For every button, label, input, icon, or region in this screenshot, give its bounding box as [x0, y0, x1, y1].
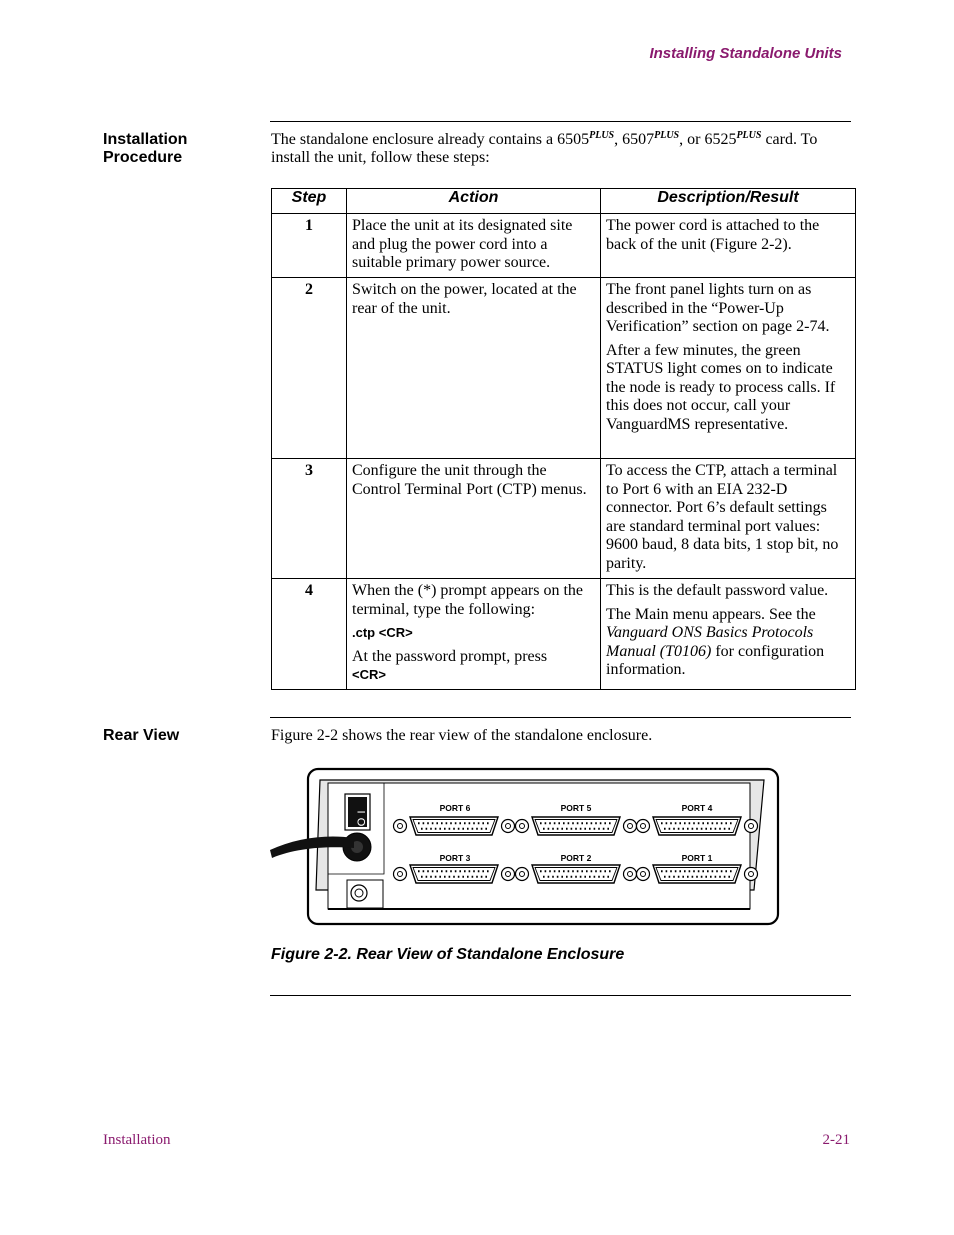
- switch-off-symbol: O: [354, 817, 367, 827]
- port-label: PORT 1: [681, 853, 713, 863]
- rear-panel: [328, 783, 750, 909]
- step-number: 1: [272, 214, 347, 278]
- description-paragraph: This is the default password value.: [606, 582, 829, 599]
- port-label: PORT 5: [560, 803, 592, 813]
- description-text: The Main menu appears. See the: [606, 605, 816, 623]
- installation-steps-table: [271, 188, 856, 690]
- switch-on-symbol: I: [354, 810, 367, 814]
- step-description: [601, 278, 856, 459]
- port-label: PORT 6: [439, 803, 471, 813]
- table-row: [272, 214, 856, 278]
- step-description: [601, 579, 856, 690]
- step-number: 3: [272, 459, 347, 579]
- action-paragraph: At the password prompt, press: [352, 647, 548, 665]
- table-row: [272, 579, 856, 690]
- header-description: Description/Result: [601, 189, 856, 214]
- step-action: [347, 579, 601, 690]
- action-paragraph: When the (*) prompt appears on the terminal, type the following:: [352, 582, 584, 618]
- command-ctp: .ctp <CR>: [352, 625, 413, 640]
- header-step: Step: [272, 189, 347, 214]
- section-heading-installation: [103, 131, 253, 167]
- rear-view-text: Figure 2-2 shows the rear view of the standalone enclosure.: [271, 727, 653, 744]
- port-label: PORT 3: [439, 853, 471, 863]
- plus-superscript-3: PLUS: [736, 130, 762, 141]
- footer-section-name: Installation: [103, 1132, 171, 1148]
- figure-caption: Figure 2-2. Rear View of Standalone Enclosure: [271, 946, 625, 963]
- port-label: PORT 2: [560, 853, 592, 863]
- command-cr: <CR>: [352, 667, 386, 682]
- table-header-row: [272, 189, 856, 214]
- section-divider-bottom: [270, 995, 851, 996]
- intro-part-4: card. To install the unit, follow these steps:: [271, 131, 818, 166]
- manual-title: Vanguard ONS Basics Protocols Manual (T0106): [606, 624, 814, 660]
- section-divider-rear: [270, 717, 851, 718]
- plus-superscript-1: PLUS: [589, 130, 615, 141]
- installation-intro: [271, 131, 856, 167]
- step-description: To access the CTP, attach a terminal to Port 6 with an EIA 232-D connector. Port 6’s default settings are standard terminal port values: 9600 baud, 8 data bits, 1 stop bit, no parity.: [601, 459, 856, 579]
- heading-line-1: Installation: [103, 131, 188, 148]
- step-number: 4: [272, 579, 347, 690]
- heading-line-2: Procedure: [103, 149, 183, 166]
- plus-superscript-2: PLUS: [654, 130, 680, 141]
- description-paragraph: The front panel lights turn on as described in the “Power-Up Verification” section on page 2-74.: [606, 281, 830, 335]
- port-label: PORT 4: [681, 803, 713, 813]
- footer-page-number: 2-21: [822, 1132, 850, 1148]
- step-action: Switch on the power, located at the rear of the unit.: [347, 278, 601, 459]
- rear-view-figure: [266, 766, 790, 928]
- intro-part-3: , or 6525: [679, 131, 737, 148]
- description-paragraph: After a few minutes, the green STATUS light comes on to indicate the node is ready to process calls. If this does not occur, call your VanguardMS representative.: [606, 341, 836, 433]
- intro-part-2: , 6507: [614, 131, 655, 148]
- description-text: for configuration information.: [606, 642, 825, 678]
- header-action: Action: [347, 189, 601, 214]
- step-action: Configure the unit through the Control Terminal Port (CTP) menus.: [347, 459, 601, 579]
- intro-part-1: The standalone enclosure already contains a 6505: [271, 131, 590, 148]
- running-header: Installing Standalone Units: [649, 45, 842, 62]
- table-row: [272, 459, 856, 579]
- section-divider-top: [270, 121, 851, 122]
- description-paragraph: [606, 606, 850, 680]
- section-heading-rear-view: Rear View: [103, 727, 180, 744]
- step-number: 2: [272, 278, 347, 459]
- step-description: The power cord is attached to the back of the unit (Figure 2-2).: [601, 214, 856, 278]
- table-row: [272, 278, 856, 459]
- step-action: Place the unit at its designated site and plug the power cord into a suitable primary power source.: [347, 214, 601, 278]
